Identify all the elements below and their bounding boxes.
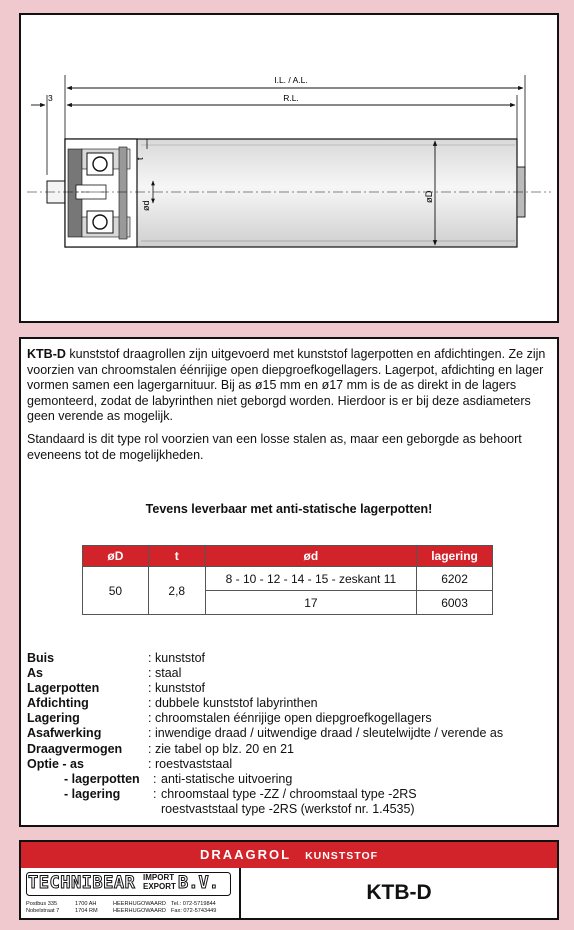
intro-paragraph bbox=[27, 347, 555, 425]
dim-label-od-small: ød bbox=[141, 200, 151, 211]
colon: : bbox=[148, 711, 152, 726]
colon: : bbox=[148, 696, 152, 711]
property-key: Optie - as bbox=[27, 756, 84, 771]
property-key: Buis bbox=[27, 651, 55, 665]
property-value: chroomstaal type -ZZ / chroomstaal type -2RS bbox=[161, 786, 417, 801]
colon: : bbox=[148, 741, 152, 756]
spec-table bbox=[82, 545, 493, 615]
colon: : bbox=[148, 666, 152, 681]
list-item bbox=[27, 787, 555, 802]
address-line: 1704 RM bbox=[75, 908, 98, 914]
description-panel bbox=[19, 337, 559, 827]
list-item bbox=[27, 666, 555, 681]
property-value: kunststof bbox=[155, 651, 206, 665]
dim-label-t: t bbox=[135, 157, 145, 160]
cell-t: 2,8 bbox=[148, 567, 205, 615]
footer-panel bbox=[19, 840, 559, 920]
banner-title: DRAAGROL bbox=[199, 847, 292, 862]
colon: : bbox=[148, 756, 152, 771]
address-line: Fax: 072-5743449 bbox=[171, 908, 217, 914]
property-value: roestvaststaal bbox=[155, 756, 233, 771]
address-line: Postbus 335 bbox=[26, 901, 58, 907]
product-code: KTB-D bbox=[366, 881, 432, 904]
properties-list bbox=[27, 651, 555, 817]
address-line: 1700 AH bbox=[75, 901, 97, 907]
cell-od-small: 17 bbox=[205, 591, 416, 615]
property-key: Draagvermogen bbox=[27, 741, 123, 756]
property-key: Asafwerking bbox=[27, 726, 102, 741]
list-item bbox=[27, 757, 555, 772]
address-line: HEERHUGOWAARD bbox=[113, 901, 166, 907]
product-lead: KTB-D bbox=[27, 347, 66, 361]
address-col-3 bbox=[113, 901, 166, 915]
property-value: inwendige draad / uitwendige draad / sleutelwijdte / verende as bbox=[155, 726, 504, 741]
dim-label-od-large: øD bbox=[424, 190, 435, 203]
banner-subtitle: KUNSTSTOF bbox=[305, 850, 379, 862]
antistatic-tagline: Tevens leverbaar met anti-statische lagerpotten! bbox=[145, 502, 433, 516]
drawing-panel bbox=[19, 13, 559, 323]
logo-export: EXPORT bbox=[143, 882, 176, 891]
col-header-lagering: lagering bbox=[417, 546, 493, 567]
property-key: - lagering bbox=[64, 786, 121, 801]
intro-text: kunststof draagrollen zijn uitgevoerd met kunststof lagerpotten en afdichtingen. Ze zijn voorzien van chroomstalen éénrijige open diepgroefkogellagers. Lagerpot, afdichting en lager vormen samen een lagergarnituur. Bij as ø15 mm en ø17 mm is de as direkt in de lagers gemonteerd, zodat de labyrinthen niet geborgd worden. Hierdoor is er bij deze asdiameters geen verende as mogelijk. bbox=[27, 347, 546, 423]
property-key: Lagering bbox=[27, 711, 80, 726]
colon: : bbox=[148, 651, 152, 665]
list-item bbox=[27, 651, 555, 666]
colon: : bbox=[148, 726, 152, 741]
property-value: staal bbox=[155, 666, 182, 681]
spec-table-header bbox=[83, 546, 493, 567]
cell-lagering: 6003 bbox=[417, 591, 493, 615]
property-key: - lagerpotten bbox=[64, 771, 140, 786]
colon: : bbox=[148, 681, 152, 696]
dim-label-il-al: I.L. / A.L. bbox=[274, 75, 308, 85]
logo-bv: B.V. bbox=[178, 873, 219, 893]
list-item bbox=[27, 742, 555, 757]
dim-label-rl: R.L. bbox=[283, 93, 299, 103]
property-value: chroomstalen éénrijige open diepgroefkogellagers bbox=[155, 711, 432, 726]
col-header-od-large: øD bbox=[83, 546, 149, 567]
col-header-t: t bbox=[148, 546, 205, 567]
list-item bbox=[27, 726, 555, 741]
property-value: roestvaststaal type -2RS (werkstof nr. 1.4535) bbox=[161, 801, 415, 816]
address-line: Tel.: 072-5719844 bbox=[171, 901, 216, 907]
standard-paragraph: Standaard is dit type rol voorzien van een losse stalen as, maar een geborgde as behoort eveneens tot de mogelijkheden. bbox=[27, 432, 522, 462]
list-item bbox=[27, 802, 555, 817]
colon: : bbox=[153, 771, 157, 786]
address-col-1 bbox=[26, 901, 59, 915]
address-line: HEERHUGOWAARD bbox=[113, 908, 166, 914]
list-item bbox=[27, 772, 555, 787]
list-item bbox=[27, 696, 555, 711]
roller-drawing bbox=[21, 15, 557, 321]
address-line: Nobelstraat 7 bbox=[26, 908, 60, 914]
property-key: Afdichting bbox=[27, 696, 89, 711]
cell-od-large: 50 bbox=[83, 567, 149, 615]
company-block bbox=[21, 868, 241, 918]
company-logo bbox=[26, 872, 232, 897]
cell-od-small: 8 - 10 - 12 - 14 - 15 - zeskant 11 bbox=[205, 567, 416, 591]
bearing-section bbox=[65, 139, 137, 247]
property-value: kunststof bbox=[155, 681, 206, 696]
colon: : bbox=[153, 786, 157, 801]
property-value: dubbele kunststof labyrinthen bbox=[155, 696, 318, 711]
dim-label-3: 3 bbox=[48, 93, 53, 103]
table-row bbox=[83, 567, 493, 591]
property-value: anti-statische uitvoering bbox=[161, 771, 293, 786]
property-key: Lagerpotten bbox=[27, 681, 100, 696]
logo-import: IMPORT bbox=[143, 873, 175, 882]
property-value: zie tabel op blz. 20 en 21 bbox=[155, 741, 294, 756]
logo-import-export bbox=[143, 873, 176, 891]
address-col-4 bbox=[171, 901, 216, 915]
cell-lagering: 6202 bbox=[417, 567, 493, 591]
address-col-2 bbox=[75, 901, 98, 915]
footer-banner bbox=[21, 842, 557, 868]
logo-wordmark: TECHNIBEAR bbox=[28, 873, 136, 893]
col-header-od-small: ød bbox=[205, 546, 416, 567]
list-item bbox=[27, 711, 555, 726]
list-item bbox=[27, 681, 555, 696]
property-key: As bbox=[27, 666, 43, 681]
